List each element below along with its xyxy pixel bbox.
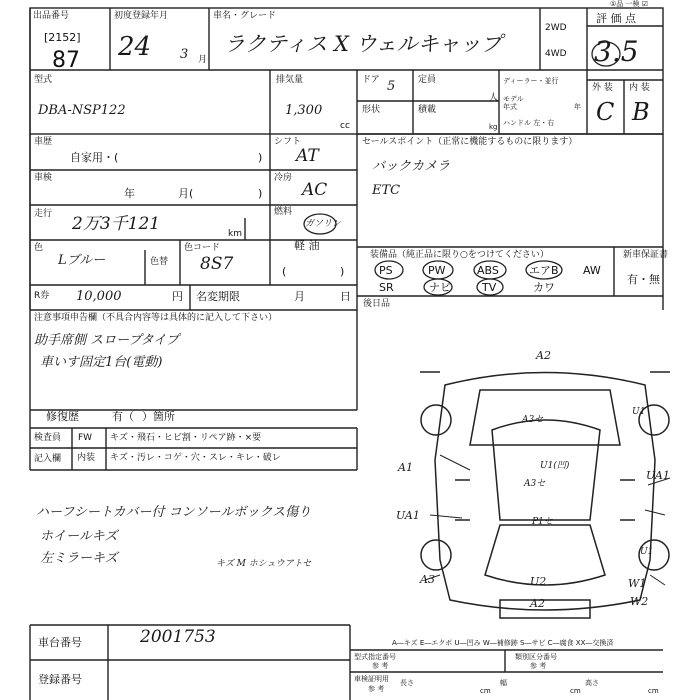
car-name-label: 車名・グレード xyxy=(213,11,277,21)
shift-value: AT xyxy=(296,146,319,166)
equip-leather: カワ xyxy=(533,281,555,294)
repair-label: 修復歴 xyxy=(46,410,79,423)
interior-check-items: キズ・汚レ・コゲ・穴・スレ・キレ・破レ xyxy=(110,453,281,463)
interior-label: 内 装 xyxy=(629,83,650,93)
displacement-unit: cc xyxy=(340,121,350,131)
spec-label: 型式指定番号 xyxy=(354,653,396,661)
diag-a2-bottom: A2 xyxy=(530,597,545,610)
sales-point-2: ETC xyxy=(372,183,401,198)
class-ref: 参 考 xyxy=(530,662,547,670)
remark-4: キズ M ホシュウアトセ xyxy=(216,559,312,569)
dealer-label: ディーラー・並行 xyxy=(503,77,559,85)
reg-ref: 参 考 xyxy=(368,685,385,693)
capacity-unit: 人 xyxy=(489,93,499,103)
exterior-label: 外 装 xyxy=(592,83,613,93)
fw-items: キズ・飛石・ヒビ割・リペア跡・×要 xyxy=(110,433,262,443)
diag-ua1-left: UA1 xyxy=(396,509,420,522)
reg-date-label: 初度登録年月 xyxy=(114,11,169,21)
car-name-value: ラクティス X ウェルキャップ xyxy=(224,32,502,56)
reg-year: 24 xyxy=(118,32,152,62)
equip-abs: ABS xyxy=(477,264,499,277)
drive-2wd: 2WD xyxy=(545,23,567,33)
spec-ref: 参 考 xyxy=(372,662,389,670)
equip-tv: TV xyxy=(482,281,497,294)
length-unit: cm xyxy=(480,687,491,695)
door-value: 5 xyxy=(387,79,396,94)
diag-w1: W1 xyxy=(628,577,647,590)
load-label: 積載 xyxy=(418,105,437,115)
fw-label: FW xyxy=(78,433,93,443)
recycle-value: 10,000 xyxy=(76,289,122,304)
diag-u1-rear: U1 xyxy=(640,547,654,557)
width-unit: cm xyxy=(570,687,581,695)
inspection-month-unit: 月( xyxy=(178,187,194,200)
inspector-label-1: 検査員 xyxy=(34,433,62,443)
fuel-paren-l: ( xyxy=(282,265,287,278)
damage-legend: A―キズ E―エクボ U―凹み W―補修跡 S―サビ C―腐食 XX―交換済 xyxy=(392,639,614,647)
equip-aw: AW xyxy=(583,264,601,277)
diag-a2-top: A2 xyxy=(536,349,551,362)
inspection-close: ) xyxy=(258,187,263,200)
ac-label: 冷房 xyxy=(274,173,293,183)
year-unit: 年 xyxy=(574,103,581,111)
name-change-label: 名変期限 xyxy=(196,290,240,303)
exterior-grade: C xyxy=(596,98,615,126)
equip-sr: SR xyxy=(379,281,394,294)
shift-label: シフト xyxy=(274,137,302,147)
fuel-label: 燃料 xyxy=(274,207,293,217)
mileage-label: 走行 xyxy=(34,209,53,219)
ac-value: AC xyxy=(302,180,328,200)
later-item-label: 後日品 xyxy=(363,299,391,309)
diag-a3-hood: A3セ xyxy=(524,479,546,489)
notes-label: 注意事項申告欄（不具合内容等は具体的に記入して下さい） xyxy=(34,313,278,323)
diag-a3-front: A3 xyxy=(420,573,435,586)
mileage-unit: km xyxy=(228,229,242,239)
inspector-label-2: 記入欄 xyxy=(34,454,62,464)
remark-3: 左ミラーキズ xyxy=(40,551,118,566)
door-label: ドア xyxy=(362,75,380,85)
color-value: Lブルー xyxy=(58,253,106,268)
lot-label: 出品番号 xyxy=(33,11,70,21)
shape-label: 形状 xyxy=(362,105,381,115)
color-swap-label: 色替 xyxy=(150,257,169,267)
color-code-label: 色コード xyxy=(184,243,221,253)
reg-month-unit: 月 xyxy=(198,55,208,65)
height-label: 高さ xyxy=(585,679,599,687)
equip-navi: ナビ xyxy=(429,281,451,294)
recycle-unit: 円 xyxy=(172,290,183,303)
repair-value: 有（ xyxy=(112,410,134,423)
rating-value: 3.5 xyxy=(594,35,639,68)
inspection-year-unit: 年 xyxy=(124,187,135,200)
mileage-value: 2万3千121 xyxy=(72,214,161,234)
notes-line-2: 車いす固定1台(電動) xyxy=(40,355,163,370)
interior-grade: B xyxy=(632,98,650,126)
diag-u2: U2 xyxy=(530,575,547,588)
chassis-value: 2001753 xyxy=(140,627,216,647)
history-label: 車歴 xyxy=(34,137,53,147)
color-code-value: 8S7 xyxy=(200,254,234,274)
length-label: 長さ xyxy=(400,679,414,687)
equip-airbag: エアB xyxy=(529,264,559,277)
registration-label: 登録番号 xyxy=(38,673,82,686)
displacement-value: 1,300 xyxy=(285,103,323,118)
equip-ps: PS xyxy=(379,264,393,277)
equipment-label: 装備品（純正品に限り○をつけてください） xyxy=(370,250,549,260)
height-unit: cm xyxy=(648,687,659,695)
inspection-label: 車検 xyxy=(34,173,53,183)
model-year-label: 年式 xyxy=(503,103,517,111)
color-label: 色 xyxy=(34,243,44,253)
remark-1: ハーフシートカバー付 コンソールボックス傷り xyxy=(36,505,312,520)
sales-point-1: バックカメラ xyxy=(372,159,451,174)
equip-pw: PW xyxy=(428,264,446,277)
displacement-label: 排気量 xyxy=(276,75,304,85)
remark-2: ホイールキズ xyxy=(40,529,118,544)
diag-a3-roof: A3セ xyxy=(522,415,544,425)
drive-4wd: 4WD xyxy=(545,49,567,59)
reg-ref-label: 車検証明用 xyxy=(354,675,389,683)
model-label: モデル xyxy=(503,95,524,103)
fuel-diesel: 軽 油 xyxy=(294,239,320,252)
diag-dent: U1(凹) xyxy=(540,461,570,471)
rating-label: 評 価 点 xyxy=(596,12,636,25)
history-value: 自家用・( xyxy=(70,151,119,164)
lot-number: 87 xyxy=(52,48,80,73)
recycle-label: R券 xyxy=(34,291,50,301)
history-close: ) xyxy=(258,151,263,164)
sales-point-label: セールスポイント（正常に機能するものに限ります） xyxy=(362,137,578,147)
width-label: 幅 xyxy=(500,679,507,687)
model-code-label: 型式 xyxy=(34,75,53,85)
corner-mark: ①品 一検 ☑ xyxy=(610,0,649,8)
diag-ua1-right: UA1 xyxy=(646,469,670,482)
class-label: 類別区分番号 xyxy=(515,653,557,661)
notes-line-1: 助手席側 スロープタイプ xyxy=(34,333,179,348)
warranty-label: 新車保証書 xyxy=(623,250,669,260)
chassis-label: 車台番号 xyxy=(38,636,82,649)
model-code-value: DBA-NSP122 xyxy=(38,103,126,118)
warranty-value: 有・無 xyxy=(627,273,660,286)
interior-check-label: 内装 xyxy=(77,453,96,463)
repair-close: ）箇所 xyxy=(142,410,175,423)
diag-p1: P1セ xyxy=(532,517,553,527)
fuel-gasoline: ガソリン xyxy=(305,219,342,229)
reg-month: 3 xyxy=(180,47,189,62)
name-change-month: 月 xyxy=(294,290,305,303)
diag-w2: W2 xyxy=(630,595,649,608)
diag-u1: U1 xyxy=(632,407,646,417)
fuel-paren-r: ) xyxy=(340,265,345,278)
diag-a1-left: A1 xyxy=(398,461,413,474)
capacity-label: 定員 xyxy=(418,75,437,85)
name-change-day: 日 xyxy=(340,290,351,303)
handle-label: ハンドル 左・右 xyxy=(503,119,555,127)
lot-bracket: [2152] xyxy=(44,31,81,44)
load-unit: kg xyxy=(489,123,498,131)
